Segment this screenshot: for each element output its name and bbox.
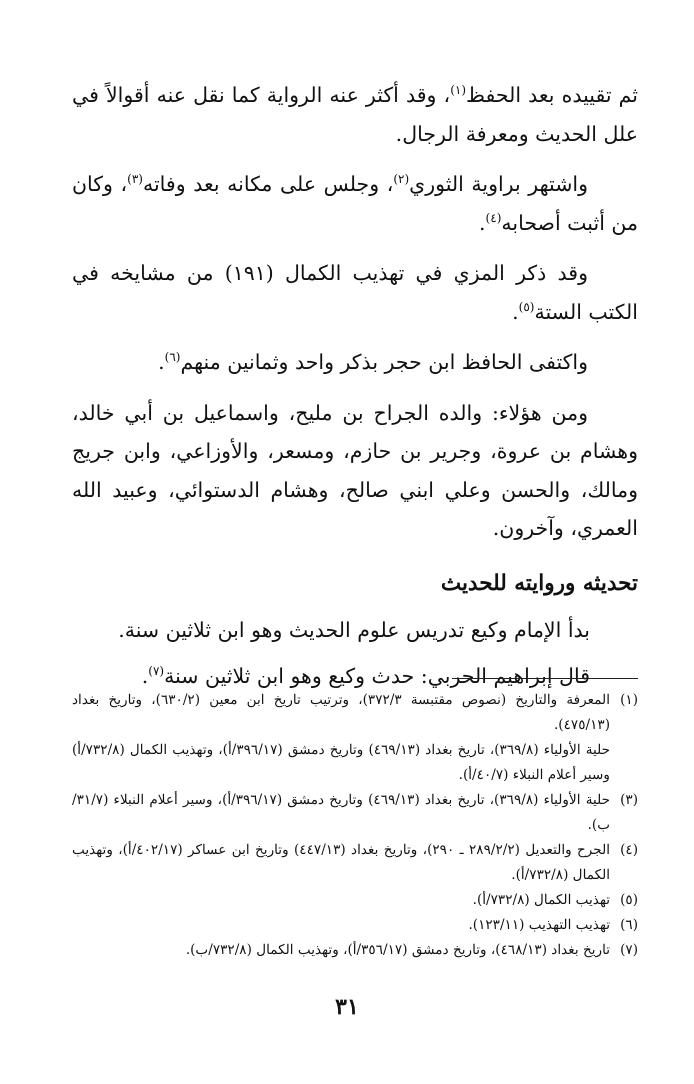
paragraph-text: ، وقد أكثر عنه الرواية كما نقل عنه أقوالاً في علل الحديث ومعرفة الرجال.	[72, 83, 638, 146]
footnote-divider	[452, 678, 638, 679]
paragraph-text: بدأ الإمام وكيع تدريس علوم الحديث وهو ابن ثلاثين سنة.	[118, 617, 590, 642]
footnote-number: (٦)	[620, 917, 638, 933]
footnote-number: (٤)	[620, 842, 638, 858]
paragraph-text: .	[158, 350, 165, 374]
footnote-text: تاريخ بغداد (٤٦٨/١٣)، وتاريخ دمشق (٣٥٦/١٧/أ)، وتهذيب الكمال (٧٣٢/٨/ب).	[185, 942, 610, 958]
paragraph-3	[72, 254, 638, 331]
footnote-number: (١)	[620, 692, 638, 708]
footnote-ref[interactable]: (١)	[450, 83, 467, 98]
footnote-text: تهذيب الكمال (٧٣٢/٨/أ).	[472, 892, 610, 908]
paragraph-text: واكتفى الحافظ ابن حجر بذكر واحد وثمانين منهم	[180, 350, 588, 374]
footnote-number: (٥)	[620, 892, 638, 908]
body-text	[72, 76, 638, 696]
footnote-item	[72, 888, 638, 913]
section-heading: تحديثه وروايته للحديث	[440, 570, 638, 596]
paragraph-text: واشتهر براوية الثوري	[409, 172, 588, 196]
footnote-item	[72, 913, 638, 938]
footnote-number: (٣)	[620, 792, 638, 808]
footnote-item	[72, 938, 638, 963]
paragraph-text: ، وكان من أثبت أصحابه	[72, 172, 638, 235]
paragraph-text: .	[479, 210, 486, 235]
paragraph-text: قال إبراهيم الحربي: حدث وكيع وهو ابن ثلاثين سنة	[164, 663, 590, 688]
page-number: ٣١	[335, 994, 359, 1020]
footnote-ref[interactable]: (٣)	[127, 172, 143, 187]
footnote-ref[interactable]: (٤)	[485, 210, 502, 225]
paragraph-text: وقد ذكر المزي في تهذيب الكمال (١٩١) من مشايخه في الكتب الستة	[72, 261, 638, 324]
footnote-text: حلية الأولياء (٣٦٩/٨)، تاريخ بغداد (٤٦٩/١٣) وتاريخ دمشق (٣٩٦/١٧/أ)، وتهذيب الكمال (٧٣٢/٨/أ) وسير أعلام النبلاء (٤٠/٧/أ).	[72, 742, 611, 783]
footnote-ref[interactable]: (٥)	[518, 299, 535, 314]
paragraph-text: ومن هؤلاء: والده الجراح بن مليح، واسماعيل بن أبي خالد، وهشام بن عروة، وجرير بن حازم، ومسعر، والأوزاعي، وابن جريج ومالك، والحسن وعلي ابني صالح، وهشام الدستوائي، وعبيد الله العمري، وآخرون.	[72, 400, 638, 540]
footnotes	[72, 688, 638, 963]
paragraph-text: .	[512, 299, 519, 324]
footnote-item	[72, 788, 638, 838]
footnote-ref[interactable]: (٦)	[164, 350, 181, 365]
footnote-number	[610, 738, 638, 788]
paragraph-1	[72, 76, 638, 153]
footnote-item	[72, 688, 638, 738]
footnote-text: الجرح والتعديل (٢٨٩/٢/٢ ـ ٢٩٠)، وتاريخ بغداد (٤٤٧/١٣) وتاريخ ابن عساكر (٤٠٢/١٧/أ)، وتهذيب الكمال (٧٣٢/٨/أ).	[72, 842, 610, 883]
paragraph-2	[72, 165, 638, 242]
footnote-ref[interactable]: (٢)	[393, 172, 410, 187]
section-paragraph-1	[72, 610, 638, 650]
paragraph-4	[72, 343, 638, 382]
paragraph-text: ثم تقييده بعد الحفظ	[466, 83, 638, 107]
footnote-item	[72, 838, 638, 888]
footnote-text: تهذيب التهذيب (١٢٣/١١).	[468, 917, 610, 933]
footnote-text: حلية الأولياء (٣٦٩/٨)، تاريخ بغداد (٤٦٩/١٣) وتاريخ دمشق (٣٩٦/١٧/أ)، وسير أعلام النبلاء (٣١/٧/ب).	[72, 792, 610, 833]
paragraph-5	[72, 394, 638, 548]
footnote-ref[interactable]: (٧)	[148, 663, 165, 678]
footnote-text: المعرفة والتاريخ (نصوص مقتبسة ٣٧٢/٣)، وترتيب تاريخ ابن معين (٦٣٠/٢)، وتاريخ بغداد (٤٧٥/١٣).	[72, 692, 610, 733]
paragraph-text: .	[141, 663, 149, 688]
main-text	[72, 76, 638, 702]
footnote-number: (٧)	[620, 942, 638, 958]
paragraph-text: ، وجلس على مكانه بعد وفاته	[142, 172, 394, 196]
footnote-item	[72, 738, 638, 788]
